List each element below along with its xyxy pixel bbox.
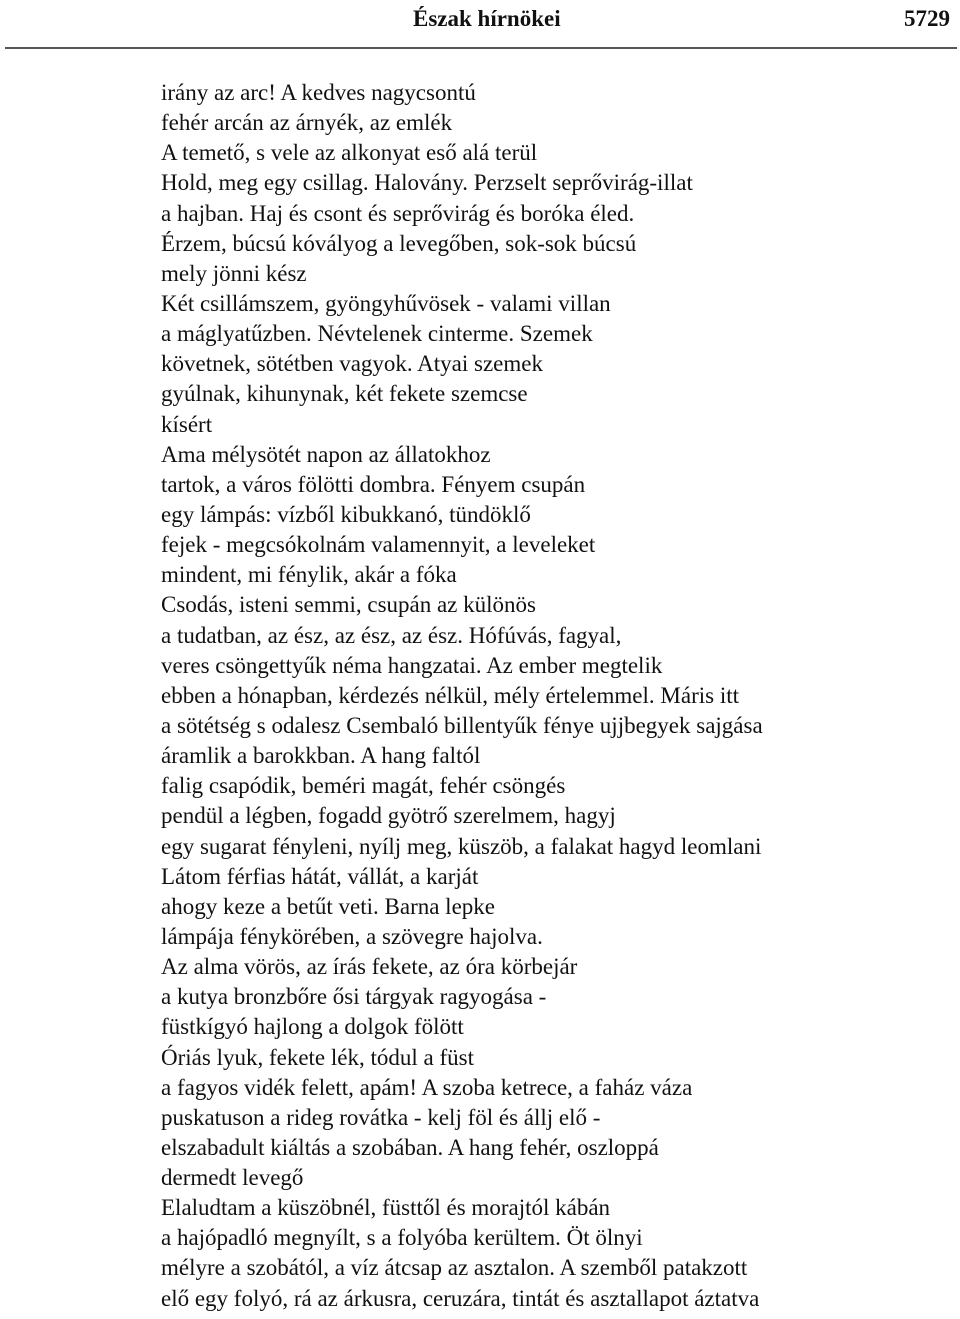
poem-line: a sötétség s odalesz Csembaló billentyűk fénye ujjbegyek sajgása (161, 712, 763, 738)
poem-line: áramlik a barokkban. A hang faltól (161, 743, 481, 769)
poem-line: ebben a hónapban, kérdezés nélkül, mély értelemmel. Máris itt (161, 682, 739, 708)
poem-line: tartok, a város fölötti dombra. Fényem csupán (161, 471, 586, 497)
poem-line: a hajban. Haj és csont és seprővirág és boróka éled. (161, 200, 635, 226)
poem-line: mindent, mi fénylik, akár a fóka (161, 562, 457, 588)
poem-line: fehér arcán az árnyék, az emlék (161, 110, 453, 136)
poem-line: A temető, s vele az alkonyat eső alá terül (161, 140, 538, 166)
poem-line: a fagyos vidék felett, apám! A szoba ketrece, a faház váza (161, 1074, 693, 1100)
poem-line: lámpája fénykörében, a szövegre hajolva. (161, 923, 543, 949)
poem-line: falig csapódik, beméri magát, fehér csöngés (161, 773, 566, 799)
poem-line: veres csöngettyűk néma hangzatai. Az ember megtelik (161, 652, 663, 678)
poem-line: Ama mélysötét napon az állatokhoz (161, 441, 491, 467)
poem-line: követnek, sötétben vagyok. Atyai szemek (161, 351, 543, 377)
poem-line: Elaludtam a küszöbnél, füsttől és morajtól kábán (161, 1195, 611, 1221)
poem-line: a tudatban, az ész, az ész, az ész. Hófúvás, fagyal, (161, 622, 622, 648)
poem-line: dermedt levegő (161, 1165, 304, 1191)
poem-line: Két csillámszem, gyöngyhűvösek - valami villan (161, 290, 611, 316)
poem-line: egy lámpás: vízből kibukkanó, tündöklő (161, 501, 531, 527)
poem-line: Érzem, búcsú kóvályog a levegőben, sok-sok búcsú (161, 230, 637, 256)
poem-line: a hajópadló megnyílt, s a folyóba kerültem. Öt ölnyi (161, 1225, 643, 1251)
page-header (0, 0, 960, 50)
poem-line: ahogy keze a betűt veti. Barna lepke (161, 893, 495, 919)
poem-line: Óriás lyuk, fekete lék, tódul a füst (161, 1044, 474, 1070)
poem-line: a kutya bronzbőre ősi tárgyak ragyogása - (161, 984, 547, 1010)
poem-line: elszabadult kiáltás a szobában. A hang fehér, oszloppá (161, 1134, 659, 1160)
header-divider (5, 47, 957, 49)
poem-line: Az alma vörös, az írás fekete, az óra körbejár (161, 954, 578, 980)
poem-line: elő egy folyó, rá az árkusra, ceruzára, tintát és asztallapot áztatva (161, 1285, 760, 1311)
poem-line: pendül a légben, fogadd gyötrő szerelmem, hagyj (161, 803, 616, 829)
poem-line: kísért (161, 411, 213, 437)
poem-line: irány az arc! A kedves nagycsontú (161, 80, 476, 105)
poem-line: mélyre a szobától, a víz átcsap az asztalon. A szemből patakzott (161, 1255, 748, 1281)
poem-line: mely jönni kész (161, 260, 307, 286)
poem-line: Látom férfias hátát, vállát, a karját (161, 863, 479, 889)
poem-body (161, 78, 951, 1314)
poem-line: fejek - megcsókolnám valamennyit, a leveleket (161, 532, 596, 558)
page-number: 5729 (904, 6, 950, 31)
poem-line: Hold, meg egy csillag. Halovány. Perzselt seprővirág-illat (161, 170, 693, 196)
poem-line: gyúlnak, kihunynak, két fekete szemcse (161, 381, 528, 407)
poem-line: a máglyatűzben. Névtelenek cinterme. Szemek (161, 321, 593, 347)
poem-line: Csodás, isteni semmi, csupán az különös (161, 592, 536, 618)
poem-line: egy sugarat fényleni, nyílj meg, küszöb, a falakat hagyd leomlani (161, 833, 762, 859)
poem-line: puskatuson a rideg rovátka - kelj föl és állj elő - (161, 1104, 601, 1130)
poem-line: füstkígyó hajlong a dolgok fölött (161, 1014, 464, 1040)
running-title: Észak hírnökei (413, 6, 561, 31)
